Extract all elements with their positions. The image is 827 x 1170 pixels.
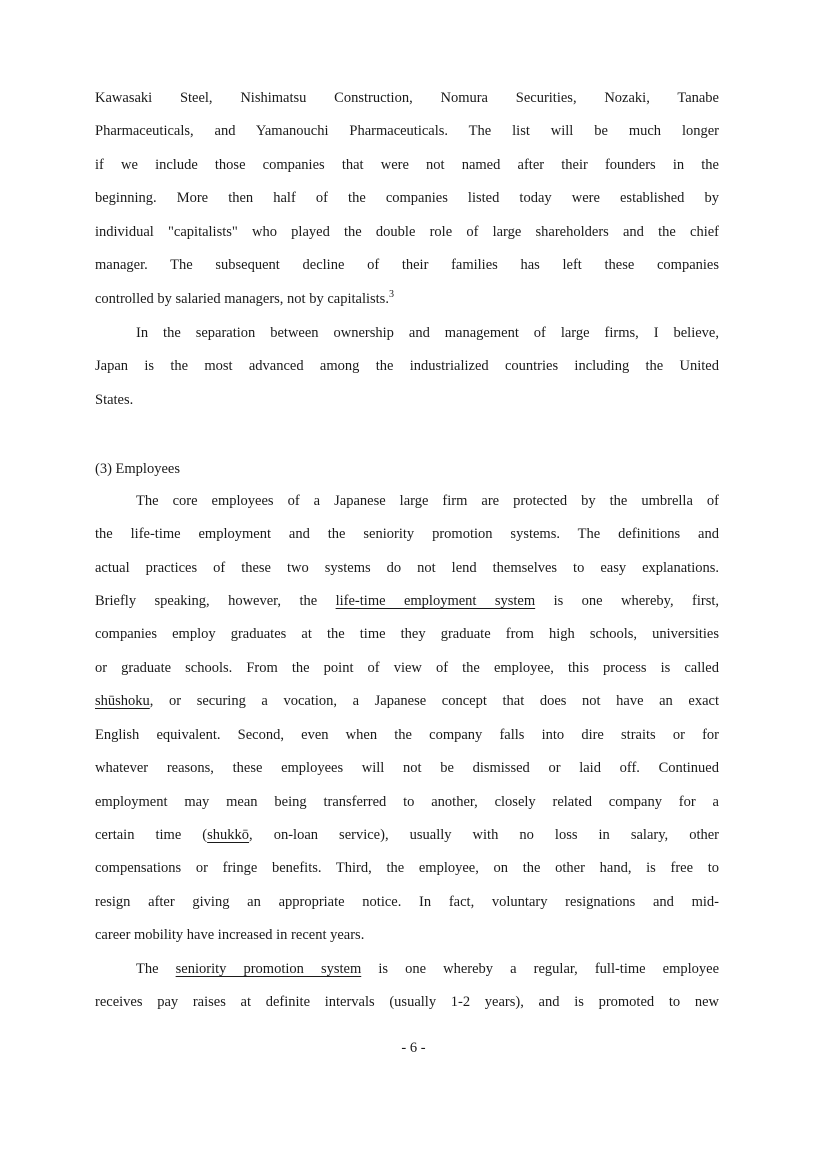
section-heading: (3) Employees [95, 461, 180, 477]
paragraph-1-line-6: manager. The subsequent decline of their families has left these companies [95, 257, 719, 273]
paragraph-1-line-4: beginning. More then half of the companies listed today were established by [95, 190, 719, 206]
paragraph-3-line-5: companies employ graduates at the time they graduate from high schools, universities [95, 626, 719, 642]
paragraph-4-line-2: receives pay raises at definite intervals (usually 1-2 years), and is promoted to new [95, 994, 719, 1010]
paragraph-3-line-11-end: , on-loan service), usually with no loss in salary, other [249, 827, 719, 843]
footnote-marker: 3 [388, 289, 394, 301]
paragraph-3-line-10: employment may mean being transferred to another, closely related company for a [95, 794, 719, 810]
paragraph-1-line-1: Kawasaki Steel, Nishimatsu Construction, Nomura Securities, Nozaki, Tanabe [95, 90, 719, 106]
paragraph-4-line-1-end: is one whereby a regular, full-time employee [378, 961, 720, 977]
paragraph-4-line-1 [136, 959, 719, 979]
paragraph-2-line-1: In the separation between ownership and management of large firms, I believe, [136, 325, 719, 341]
paragraph-3-line-9: whatever reasons, these employees will not be dismissed or laid off. Continued [95, 760, 719, 776]
paragraph-4-line-1-start: The [136, 961, 159, 977]
paragraph-3-line-14: career mobility have increased in recent years. [95, 927, 365, 943]
term-life-time-employment-system: life-time employment system [335, 593, 536, 609]
paragraph-3-line-3: actual practices of these two systems do not lend themselves to easy explanations. [95, 560, 719, 576]
paragraph-3-line-11-start: certain time ( [95, 827, 208, 843]
paragraph-3-line-4-start: Briefly speaking, however, the [95, 593, 318, 609]
paragraph-3-line-2: the life-time employment and the seniority promotion systems. The definitions and [95, 526, 719, 542]
paragraph-2-line-3: States. [95, 392, 134, 408]
paragraph-3-line-8: English equivalent. Second, even when the company falls into dire straits or for [95, 727, 719, 743]
term-shukko: shukkō [207, 827, 250, 843]
paragraph-3-line-1: The core employees of a Japanese large firm are protected by the umbrella of [136, 493, 719, 509]
paragraph-1-line-7 [95, 289, 719, 309]
paragraph-1-line-3: if we include those companies that were not named after their founders in the [95, 157, 719, 173]
term-shushoku: shūshoku [95, 693, 150, 709]
paragraph-3-line-4-end: is one whereby, first, [553, 593, 720, 609]
paragraph-3-line-4 [95, 591, 719, 611]
paragraph-3-line-7 [95, 691, 719, 711]
paragraph-1-line-2: Pharmaceuticals, and Yamanouchi Pharmaceuticals. The list will be much longer [95, 123, 719, 139]
paragraph-3-line-13: resign after giving an appropriate notice. In fact, voluntary resignations and mid- [95, 894, 719, 910]
paragraph-3-line-11 [95, 825, 719, 845]
term-seniority-promotion-system: seniority promotion system [175, 961, 362, 977]
paragraph-3-line-6: or graduate schools. From the point of view of the employee, this process is called [95, 660, 719, 676]
paragraph-2-line-2: Japan is the most advanced among the industrialized countries including the United [95, 358, 719, 374]
paragraph-1-line-5: individual "capitalists" who played the double role of large shareholders and the chief [95, 224, 719, 240]
page-number: - 6 - [401, 1040, 426, 1056]
paragraph-1-line-7-text: controlled by salaried managers, not by capitalists. [95, 291, 389, 307]
paragraph-3-line-7-end: , or securing a vocation, a Japanese concept that does not have an exact [149, 693, 719, 709]
paragraph-3-line-12: compensations or fringe benefits. Third, the employee, on the other hand, is free to [95, 860, 719, 876]
